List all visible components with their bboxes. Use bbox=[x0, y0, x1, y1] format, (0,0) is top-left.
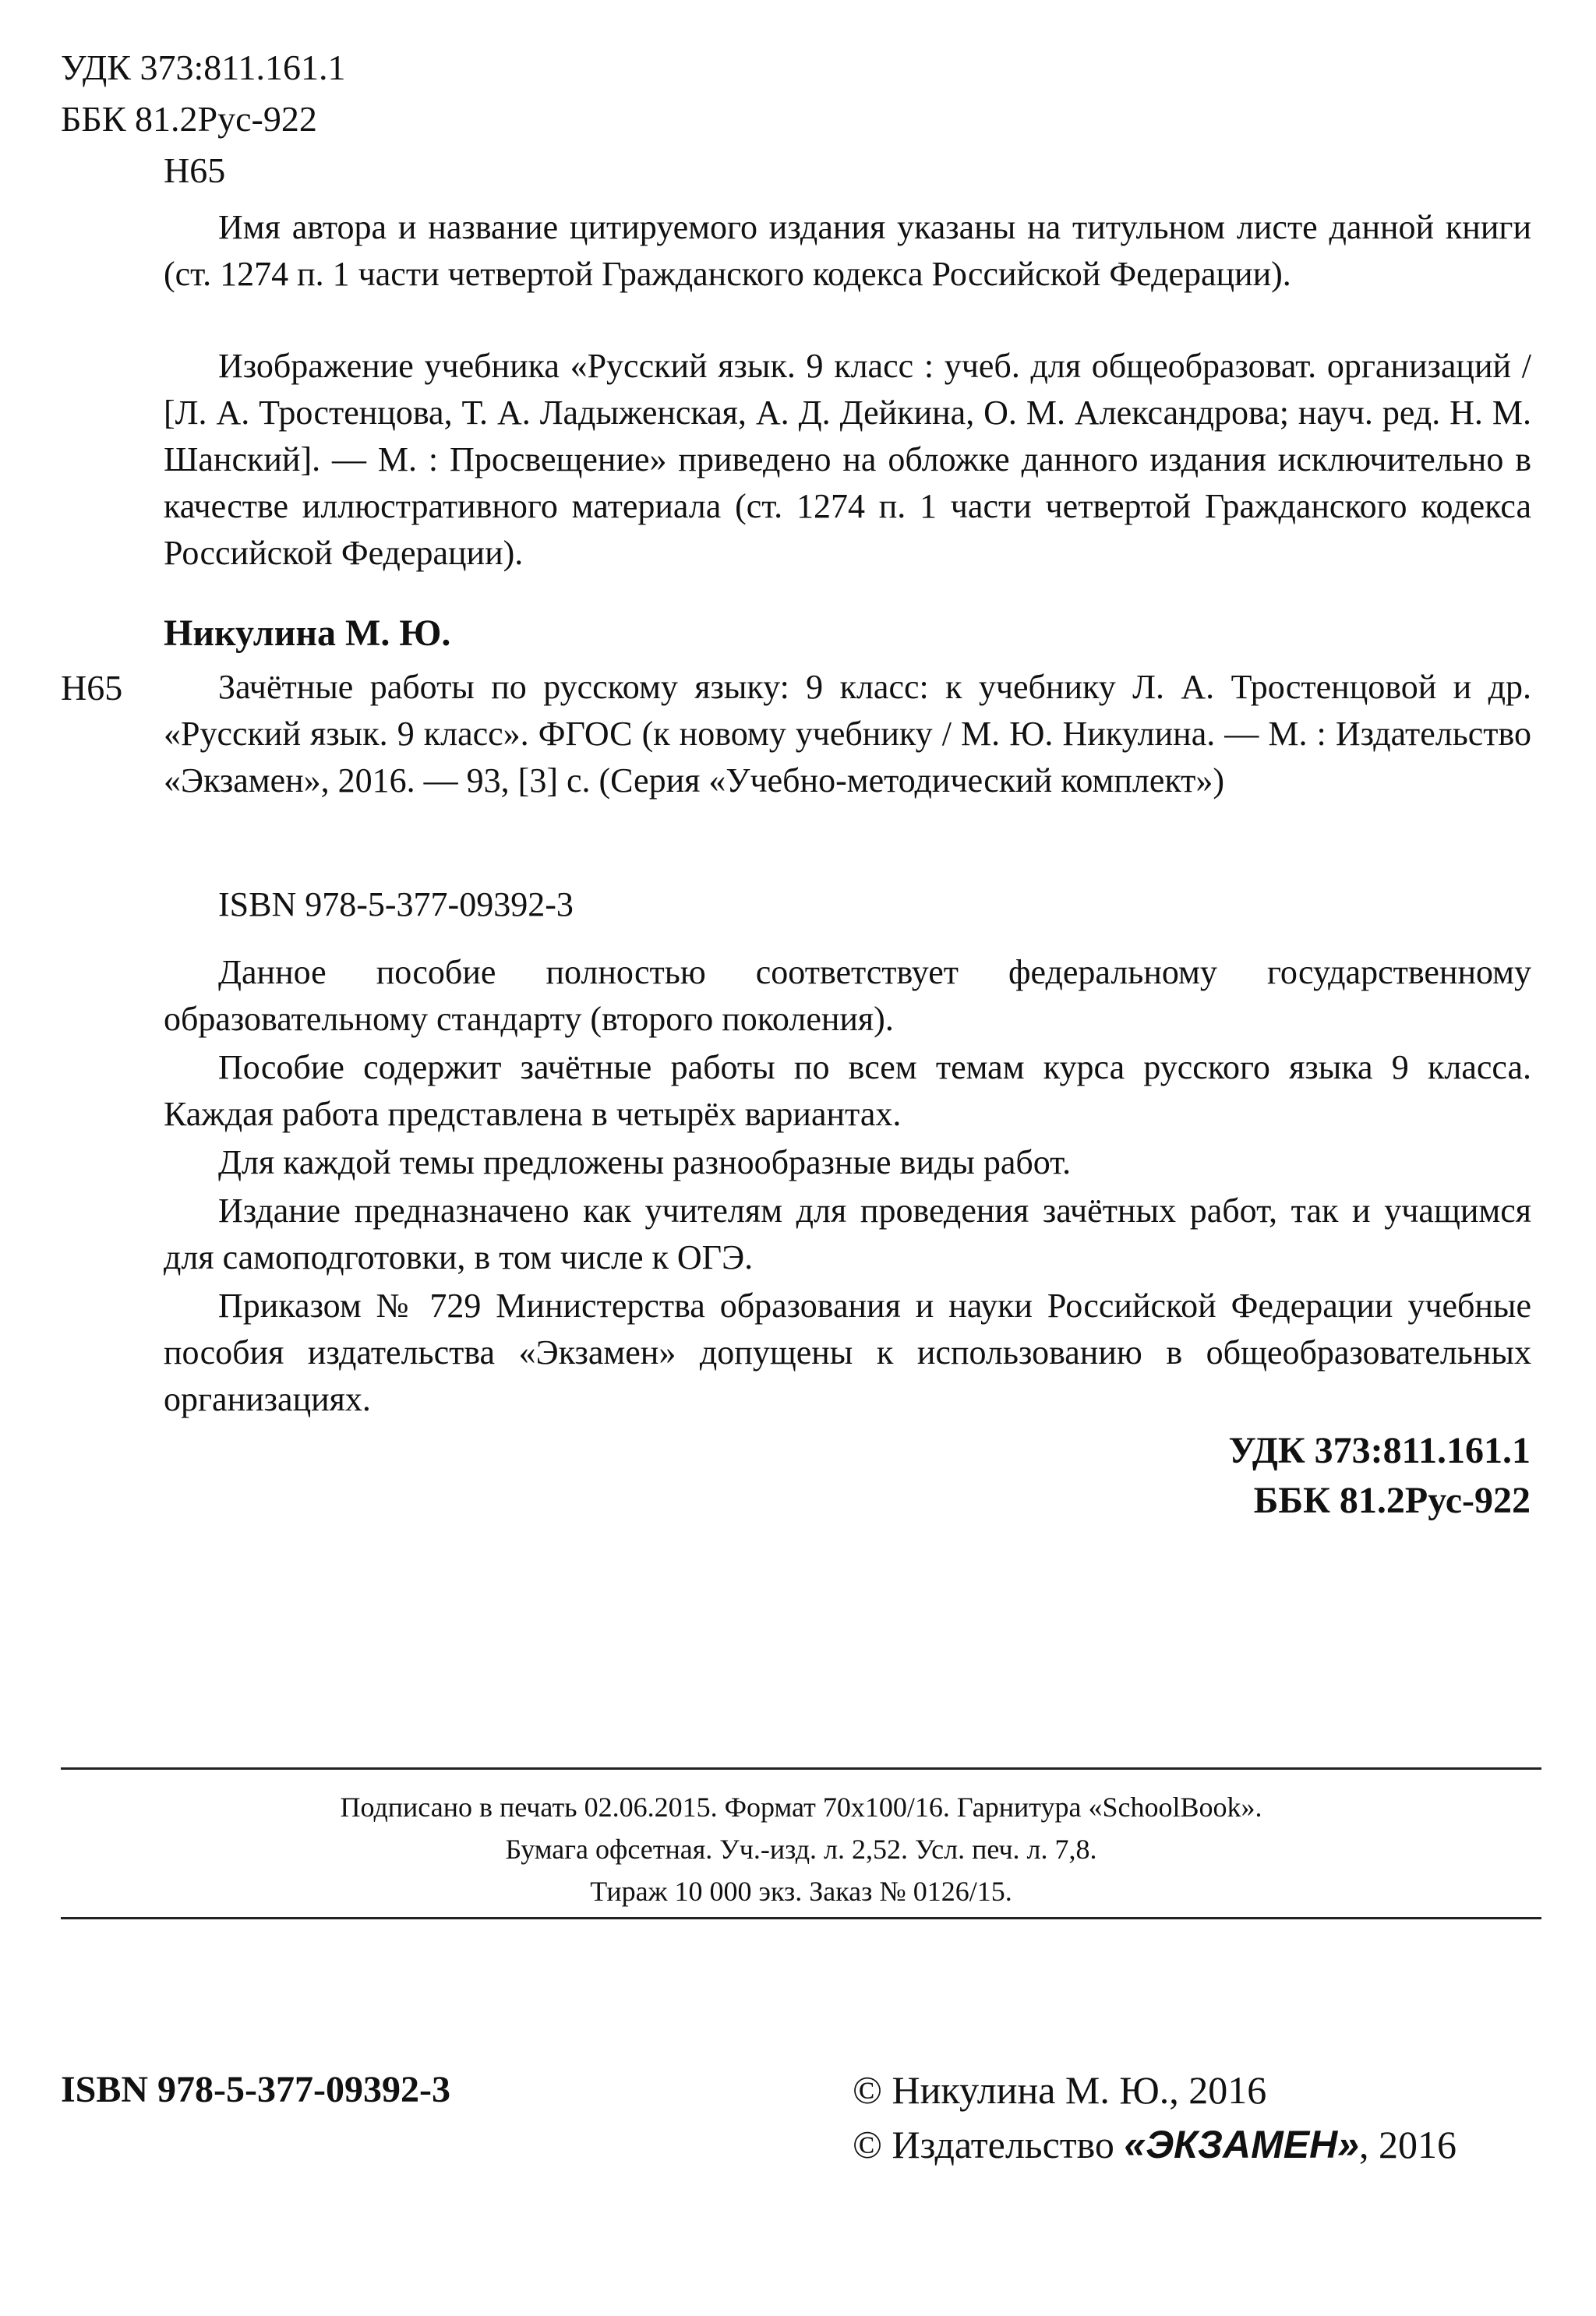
copyright-publisher bbox=[853, 2121, 1457, 2168]
imprint-line-3: Тираж 10 000 экз. Заказ № 0126/15. bbox=[590, 1876, 1012, 1907]
header-udk: УДК 373:811.161.1 bbox=[61, 48, 346, 87]
classification-bbk: ББК 81.2Рус-922 bbox=[1253, 1480, 1531, 1521]
imprint-top-rule bbox=[61, 1767, 1541, 1770]
annotation-paragraph-3: Для каждой темы предложены разнообразные виды работ. bbox=[218, 1143, 1072, 1181]
annotation-paragraph-1: Данное пособие полностью соответствует федеральному государственному образовательному стандарту (второго поколения). bbox=[164, 953, 1531, 1038]
copyright-publisher-year: , 2016 bbox=[1359, 2123, 1457, 2166]
record-mark: Н65 bbox=[61, 668, 123, 708]
imprint-line-2: Бумага офсетная. Уч.-изд. л. 2,52. Усл. печ. л. 7,8. bbox=[505, 1834, 1097, 1865]
record-author: Никулина М. Ю. bbox=[164, 613, 451, 654]
record-isbn: ISBN 978-5-377-09392-3 bbox=[218, 885, 574, 923]
classification-udk: УДК 373:811.161.1 bbox=[1228, 1430, 1531, 1471]
copyright-author: © Никулина М. Ю., 2016 bbox=[853, 2068, 1267, 2112]
annotation-paragraph-2: Пособие содержит зачётные работы по всем темам курса русского языка 9 класса. Каждая работа представлена в четырёх вариантах. bbox=[164, 1048, 1531, 1133]
header-author-mark: Н65 bbox=[164, 150, 226, 190]
record-description: Зачётные работы по русскому языку: 9 класс: к учебнику Л. А. Тростенцовой и др. «Русский язык. 9 класс». ФГОС (к новому учебнику / М. Ю. Никулина. — М. : Издательство «Экзамен», 2016. — 93, [3] с. (Серия «Учебно-методический комплект») bbox=[164, 668, 1531, 800]
notice-paragraph-1: Имя автора и название цитируемого издания указаны на титульном листе данной книги (ст. 1274 п. 1 части четвертой Гражданского кодекса Российской Федерации). bbox=[164, 208, 1531, 293]
header-bbk: ББК 81.2Рус-922 bbox=[61, 99, 317, 139]
annotation-paragraph-4: Издание предназначено как учителям для проведения зачётных работ, так и учащимся для самоподготовки, в том числе к ОГЭ. bbox=[164, 1192, 1531, 1276]
imprint-line-1: Подписано в печать 02.06.2015. Формат 70x100/16. Гарнитура «SchoolBook». bbox=[340, 1792, 1262, 1823]
publisher-brand: «ЭКЗАМЕН» bbox=[1124, 2123, 1360, 2166]
footer-isbn: ISBN 978-5-377-09392-3 bbox=[61, 2069, 450, 2110]
imprint-bottom-rule bbox=[61, 1917, 1541, 1919]
copyright-publisher-prefix: © Издательство bbox=[853, 2123, 1125, 2166]
annotation-paragraph-5: Приказом № 729 Министерства образования и науки Российской Федерации учебные пособия издательства «Экзамен» допущены к использованию в общеобразовательных организациях. bbox=[164, 1287, 1531, 1418]
notice-paragraph-2: Изображение учебника «Русский язык. 9 класс : учеб. для общеобразоват. организаций / [Л. А. Тростенцова, Т. А. Ладыженская, А. Д. Дейкина, О. М. Александрова; науч. ред. Н. М. Шанский]. — М. : Просвещение» приведено на обложке данного издания исключительно в качестве иллюстративного материала (ст. 1274 п. 1 части четвертой Гражданского кодекса Российской Федерации). bbox=[164, 347, 1531, 572]
